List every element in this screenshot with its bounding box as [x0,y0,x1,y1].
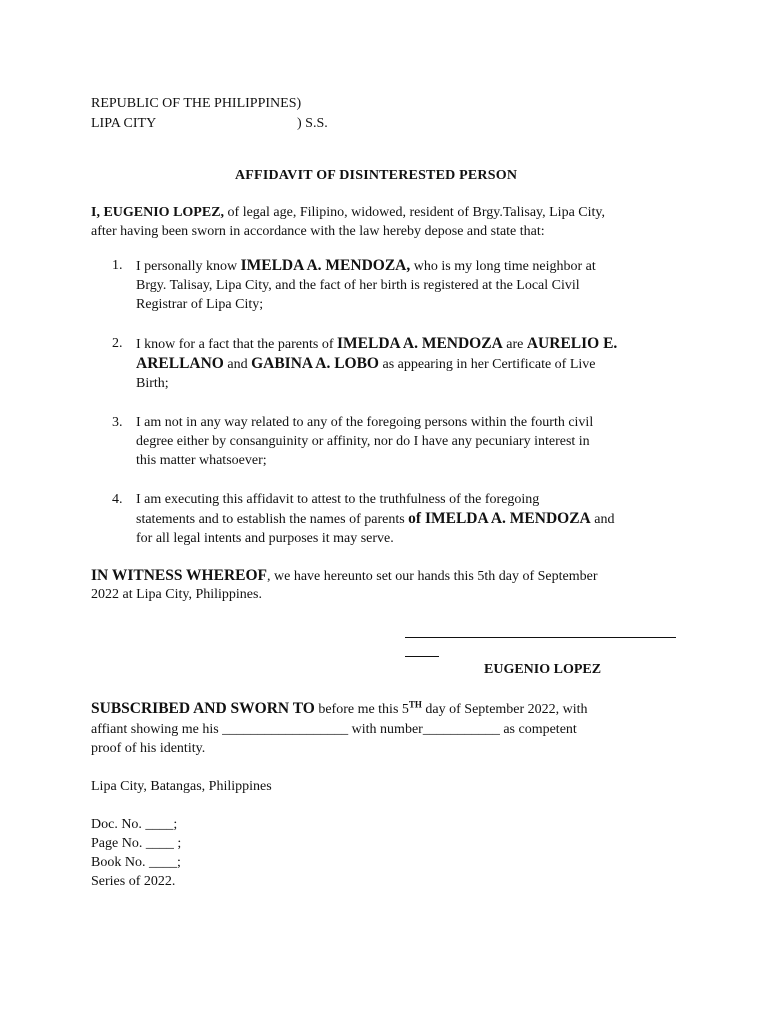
item-text: are [502,337,527,352]
statement-list [106,256,681,548]
item-line: I am not in any way related to any of the foregoing persons within the fourth civil [136,415,594,430]
jurat-line-3: proof of his identity. [91,741,206,756]
jurat-heading: SUBSCRIBED AND SWORN TO [91,700,315,717]
item-number: 2. [112,336,123,351]
item-text: I know for a fact that the parents of [136,337,337,352]
father-name: AURELIO E. [526,335,618,352]
witness-heading: IN WITNESS WHEREOF [91,567,268,584]
list-item [106,256,681,314]
witness-line-1 [91,566,598,586]
intro-line-1 [91,203,605,222]
intro-text: of legal age, Filipino, widowed, resident of Brgy.Talisay, Lipa City, [224,205,605,220]
item-text: who is my long time neighbor at [410,259,596,274]
series-year: Series of 2022. [91,874,176,889]
mother-name: GABINA A. LOBO [251,355,379,372]
item-line: Brgy. Talisay, Lipa City, and the fact of her birth is registered at the Local Civil [136,278,580,293]
item-text: as appearing in her Certificate of Live [378,357,596,372]
subject-name: IMELDA A. MENDOZA [336,335,503,352]
item-line [136,334,681,354]
subject-name: IMELDA A. MENDOZA, [240,257,411,274]
affiant-name: I, EUGENIO LOPEZ, [91,205,225,220]
intro-line-2: after having been sworn in accordance with the law hereby depose and state that: [91,224,545,239]
jurat-text: before me this 5 [314,702,409,717]
jurat-line-2: affiant showing me his __________________ with number___________ as competent [91,722,577,737]
item-line [136,354,681,374]
father-name: ARELLANO [136,355,224,372]
place-of-execution: Lipa City, Batangas, Philippines [91,779,272,794]
item-text: and [223,357,252,372]
jurat-text: day of September 2022, with [421,702,588,717]
item-line: Birth; [136,376,169,391]
ordinal-suffix: TH [408,699,422,710]
item-number: 4. [112,492,123,507]
item-number: 3. [112,415,123,430]
item-number: 1. [112,258,123,273]
item-text: statements and to establish the names of parents [136,512,409,527]
header-republic: REPUBLIC OF THE PHILIPPINES) [91,96,302,111]
page-number: Page No. ____ ; [91,836,182,851]
item-text: I personally know [136,259,241,274]
signature-line [405,626,676,638]
list-item [106,490,681,548]
header-ss: ) S.S. [297,116,328,131]
witness-text: , we have hereunto set our hands this 5th day of September [267,569,598,584]
signatory-name: EUGENIO LOPEZ [484,662,602,677]
subject-name: of IMELDA A. MENDOZA [408,510,591,527]
item-line: I am executing this affidavit to attest to the truthfulness of the foregoing [136,492,540,507]
book-number: Book No. ____; [91,855,181,870]
item-line: degree either by consanguinity or affinity, nor do I have any pecuniary interest in [136,434,590,449]
item-line: Registrar of Lipa City; [136,297,264,312]
doc-number: Doc. No. ____; [91,817,178,832]
item-line [136,256,681,276]
list-item [106,334,681,393]
signature-line-continued [405,638,439,657]
document-title: AFFIDAVIT OF DISINTERESTED PERSON [235,168,518,183]
witness-line-2: 2022 at Lipa City, Philippines. [91,587,262,602]
item-line: for all legal intents and purposes it may serve. [136,531,394,546]
item-text: and [590,512,615,527]
item-line: this matter whatsoever; [136,453,267,468]
list-item [106,413,681,470]
item-line [136,509,681,529]
header-city: LIPA CITY [91,116,157,131]
jurat-line-1 [91,699,588,719]
signature-block [405,626,677,657]
